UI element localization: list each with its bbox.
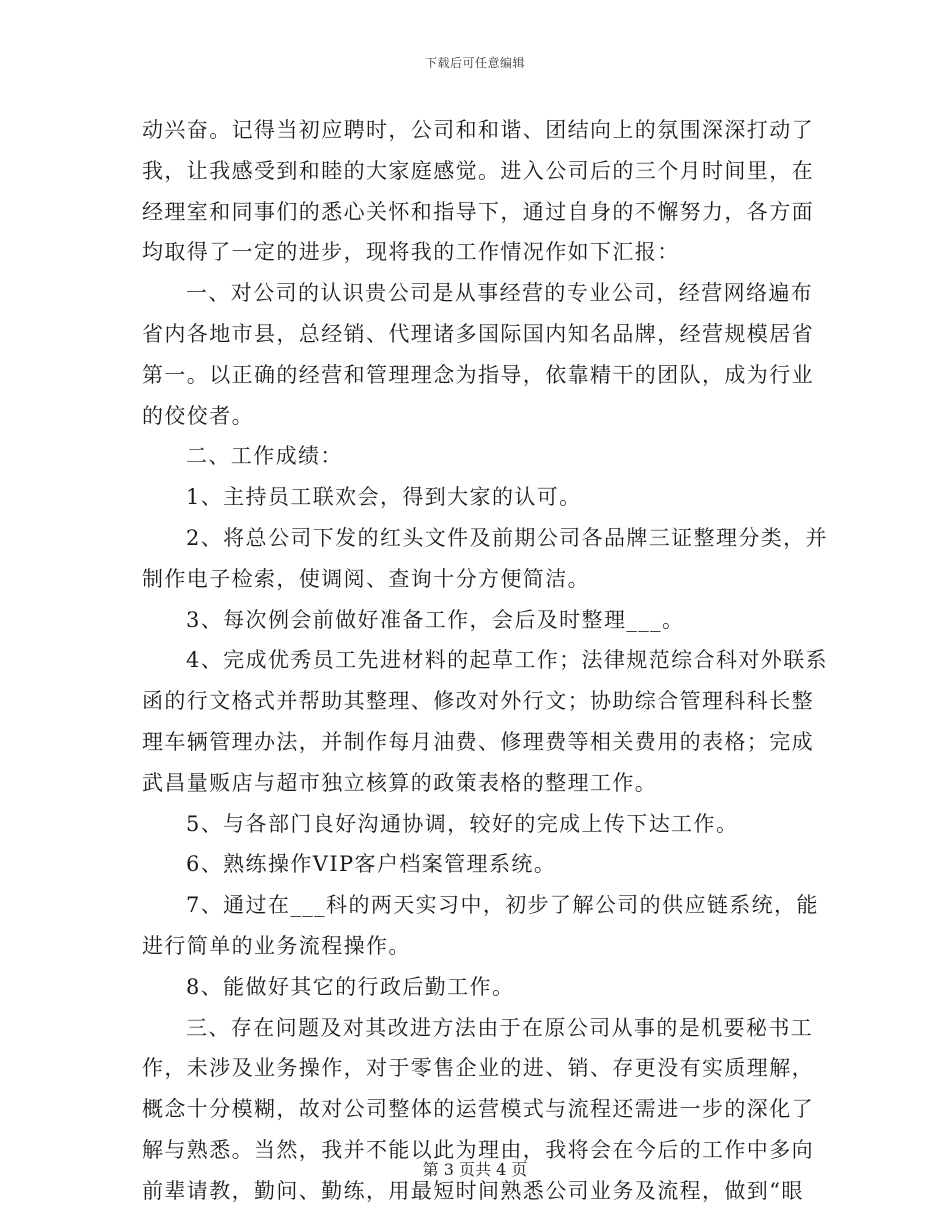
text-line: 4、完成优秀员工先进材料的起草工作；法律规范综合科对外联系 [186, 648, 828, 673]
text-line: 前辈请教，勤问、勤练，用最短时间熟悉公司业务及流程，做到“眼 [142, 1178, 804, 1203]
text-line: 7、通过在___科的两天实习中，初步了解公司的供应链系统，能 [186, 893, 819, 918]
text-line: 我，让我感受到和睦的大家庭感觉。进入公司后的三个月时间里，在 [142, 158, 814, 183]
text-line: 2、将总公司下发的红头文件及前期公司各品牌三证整理分类，并 [186, 525, 828, 550]
text-line: 动兴奋。记得当初应聘时，公司和和谐、团结向上的氛围深深打动了 [142, 118, 814, 142]
text-line: 进行简单的业务流程操作。 [142, 933, 411, 958]
text-line: 均取得了一定的进步，现将我的工作情况作如下汇报： [142, 240, 680, 265]
text-line: 6、熟练操作VIP客户档案管理系统。 [186, 852, 557, 877]
text-line: 5、与各部门良好沟通协调，较好的完成上传下达工作。 [186, 811, 739, 836]
page-header: 下载后可任意编辑 [424, 56, 525, 70]
text-line: 1、主持员工联欢会，得到大家的认可。 [186, 485, 582, 510]
text-line: 二、工作成绩： [186, 444, 343, 469]
text-line: 的佼佼者。 [142, 403, 254, 428]
document-body [142, 110, 828, 1212]
text-line: 作，未涉及业务操作，对于零售企业的进、销、存更没有实质理解， [142, 1056, 814, 1081]
text-line: 理车辆管理办法，并制作每月油费、修理费等相关费用的表格；完成 [142, 729, 814, 754]
text-line: 省内各地市县，总经销、代理诸多国际国内知名品牌，经营规模居省 [142, 321, 814, 346]
text-line: 概念十分模糊，故对公司整体的运营模式与流程还需进一步的深化了 [142, 1097, 814, 1122]
page-number-footer: 第 3 页共 4 页 [422, 1160, 528, 1179]
text-line: 制作电子检索，使调阅、查询十分方便简洁。 [142, 566, 590, 591]
text-line: 武昌量贩店与超市独立核算的政策表格的整理工作。 [142, 770, 658, 795]
text-line: 三、存在问题及对其改进方法由于在原公司从事的是机要秘书工 [186, 1015, 814, 1040]
text-line: 3、每次例会前做好准备工作，会后及时整理___。 [186, 607, 685, 632]
text-line: 第一。以正确的经营和管理理念为指导，依靠精干的团队，成为行业 [142, 362, 814, 387]
text-line: 函的行文格式并帮助其整理、修改对外行文；协助综合管理科科长整 [142, 689, 814, 714]
text-line: 8、能做好其它的行政后勤工作。 [186, 974, 515, 999]
text-line: 一、对公司的认识贵公司是从事经营的专业公司，经营网络遍布 [186, 281, 814, 306]
text-line: 解与熟悉。当然，我并不能以此为理由，我将会在今后的工作中多向 [142, 1137, 814, 1162]
text-line: 经理室和同事们的悉心关怀和指导下，通过自身的不懈努力，各方面 [142, 199, 814, 224]
